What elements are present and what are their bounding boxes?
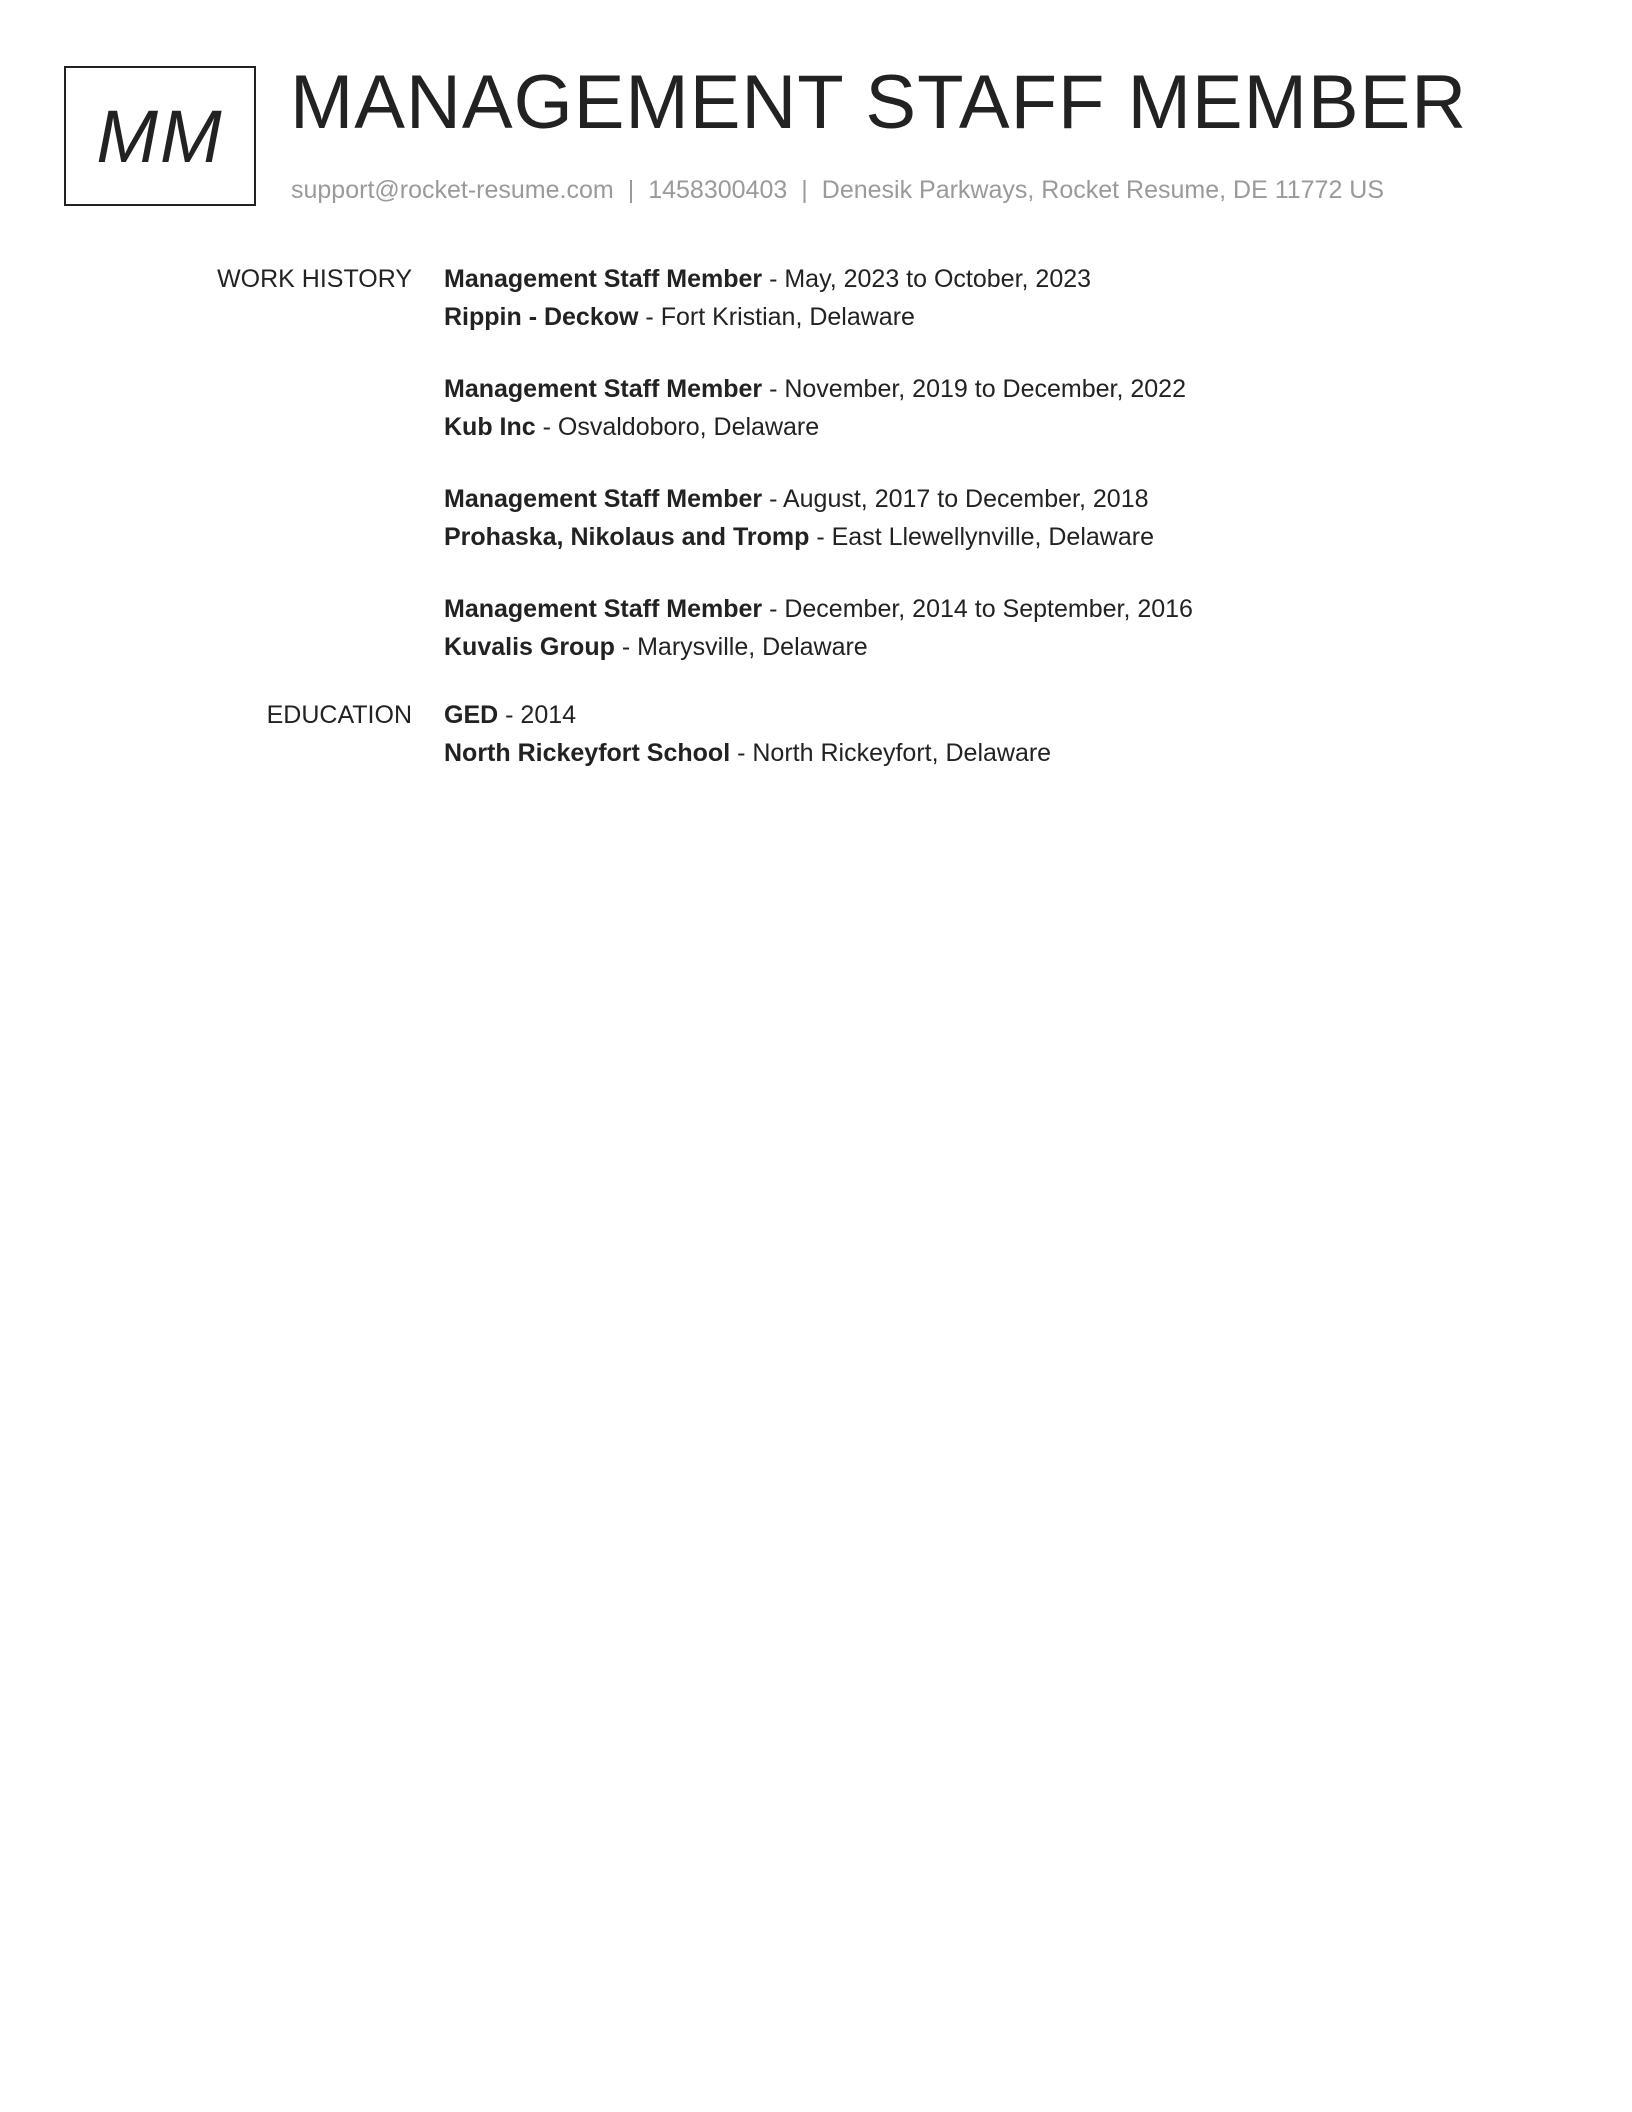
company-name: Rippin - Deckow xyxy=(444,303,639,331)
work-entry xyxy=(444,370,1193,446)
education-entry xyxy=(444,696,1051,772)
company-name: Prohaska, Nikolaus and Tromp xyxy=(444,523,810,551)
job-title: Management Staff Member xyxy=(444,375,763,403)
education-degree-line xyxy=(444,696,1051,734)
job-title: Management Staff Member xyxy=(444,265,763,293)
work-entry-company-line xyxy=(444,408,1193,446)
contact-email: support@rocket-resume.com xyxy=(291,176,614,204)
degree-name: GED xyxy=(444,701,499,729)
job-dates: - August, 2017 to December, 2018 xyxy=(769,485,1149,513)
contact-phone: 1458300403 xyxy=(648,176,788,204)
contact-line xyxy=(291,174,1384,206)
contact-address: Denesik Parkways, Rocket Resume, DE 11772 US xyxy=(821,176,1385,204)
contact-separator: | xyxy=(801,176,808,204)
education-school-line xyxy=(444,734,1051,772)
work-entry-company-line xyxy=(444,298,1193,336)
work-entry-title-line xyxy=(444,590,1193,628)
school-location: - North Rickeyfort, Delaware xyxy=(737,739,1052,767)
degree-year: - 2014 xyxy=(505,701,577,729)
job-title: Management Staff Member xyxy=(444,485,763,513)
education-entries xyxy=(444,696,1051,806)
monogram-initials: MM xyxy=(96,94,224,178)
school-name: North Rickeyfort School xyxy=(444,739,731,767)
section-label-education: EDUCATION xyxy=(266,701,412,729)
work-entry-company-line xyxy=(444,518,1193,556)
company-location: - Osvaldoboro, Delaware xyxy=(542,413,820,441)
job-dates: - November, 2019 to December, 2022 xyxy=(769,375,1186,403)
work-entry xyxy=(444,480,1193,556)
job-dates: - December, 2014 to September, 2016 xyxy=(769,595,1193,623)
job-title: Management Staff Member xyxy=(444,595,763,623)
company-location: - East Llewellynville, Delaware xyxy=(816,523,1154,551)
company-location: - Marysville, Delaware xyxy=(621,633,868,661)
section-label-work-history: WORK HISTORY xyxy=(217,265,412,293)
work-entry xyxy=(444,590,1193,666)
work-entry-company-line xyxy=(444,628,1193,666)
work-entry-title-line xyxy=(444,260,1193,298)
contact-separator: | xyxy=(627,176,635,204)
work-entry xyxy=(444,260,1193,336)
monogram-box xyxy=(64,66,256,206)
page-title: MANAGEMENT STAFF MEMBER xyxy=(290,60,1468,145)
company-name: Kuvalis Group xyxy=(444,633,615,661)
job-dates: - May, 2023 to October, 2023 xyxy=(769,265,1092,293)
work-entry-title-line xyxy=(444,480,1193,518)
work-entry-title-line xyxy=(444,370,1193,408)
company-location: - Fort Kristian, Delaware xyxy=(645,303,915,331)
company-name: Kub Inc xyxy=(444,413,536,441)
work-history-entries xyxy=(444,260,1193,700)
